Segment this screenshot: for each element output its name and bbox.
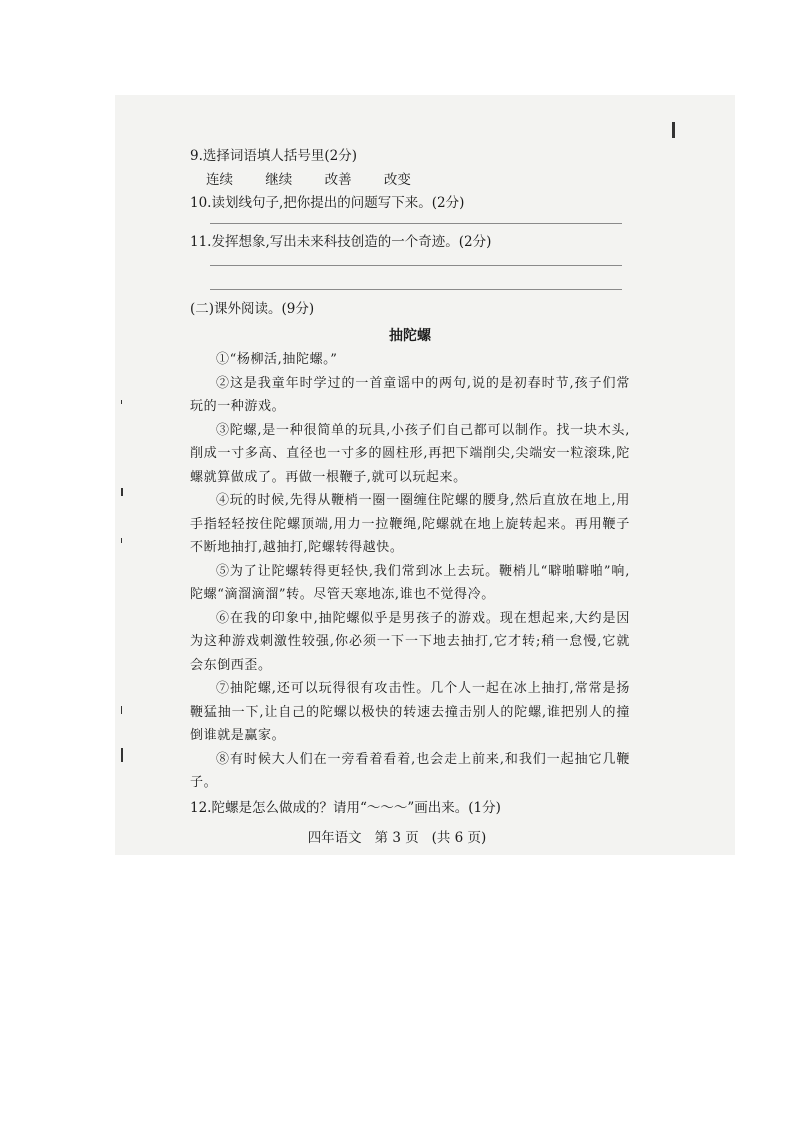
word-choice: 继续	[265, 172, 293, 188]
article-paragraph: ②这是我童年时学过的一首童谣中的两句,说的是初春时节,孩子们常玩的一种游戏。	[190, 375, 630, 414]
article-title: 抽陀螺	[389, 328, 431, 344]
margin-tick	[121, 538, 122, 543]
article-paragraph: ④玩的时候,先得从鞭梢一圈一圈缠住陀螺的腰身,然后直放在地上,用手指轻轻按住陀螺顶端,用力一拉鞭绳,陀螺就在地上旋转起来。再用鞭子不断地抽打,越抽打,陀螺转得越快。	[190, 493, 630, 555]
article-paragraph: ⑧有时候大人们在一旁看着看着,也会走上前来,和我们一起抽它几鞭子。	[190, 751, 630, 790]
margin-tick	[121, 748, 123, 762]
article-paragraph: ⑤为了让陀螺转得更轻快,我们常到冰上去玩。鞭梢儿“噼啪噼啪”响,陀螺“滴溜滴溜”转。尽管天寒地冻,谁也不觉得冷。	[190, 563, 630, 602]
margin-tick	[121, 706, 122, 714]
answer-line	[210, 223, 622, 224]
question-9: 9.选择词语填人括号里(2分)	[190, 148, 358, 164]
question-11: 11.发挥想象,写出未来科技创造的一个奇迹。(2分)	[190, 234, 492, 250]
word-choice: 改善	[324, 172, 352, 188]
answer-line	[210, 265, 622, 266]
word-choices	[190, 168, 630, 192]
word-choice: 改变	[383, 172, 411, 188]
article-paragraph: ⑥在我的印象中,抽陀螺似乎是男孩子的游戏。现在想起来,大约是因为这种游戏刺激性较强,你必须一下一下地去抽打,它才转;稍一怠慢,它就会东倒西歪。	[190, 610, 630, 673]
exam-content	[190, 145, 630, 819]
scan-edge-mark	[672, 122, 675, 138]
word-choice: 连续	[206, 172, 233, 188]
article-paragraph: ③陀螺,是一种很简单的玩具,小孩子们自己都可以制作。找一块木头,削成一寸多高、直径也一寸多的圆柱形,再把下端削尖,尖端安一粒滚珠,陀螺就算做成了。再做一根鞭子,就可以玩起来。	[190, 422, 630, 485]
answer-line	[210, 289, 622, 290]
margin-tick	[121, 488, 123, 496]
page-footer: 四年语文 第 3 页 (共 6 页)	[307, 830, 487, 846]
question-12: 12.陀螺是怎么做成的？请用“～～～”画出来。(1分)	[190, 799, 501, 816]
margin-tick	[121, 400, 122, 404]
question-10: 10.读划线句子,把你提出的问题写下来。(2分)	[190, 195, 465, 211]
section-heading: (二)课外阅读。(9分)	[190, 301, 315, 317]
article-paragraph: ①“杨柳活,抽陀螺。”	[216, 352, 338, 367]
article-paragraph: ⑦抽陀螺,还可以玩得很有攻击性。几个人一起在冰上抽打,常常是扬鞭猛抽一下,让自己的陀螺以极快的转速去撞击别人的陀螺,谁把别人的撞倒谁就是赢家。	[190, 681, 630, 743]
